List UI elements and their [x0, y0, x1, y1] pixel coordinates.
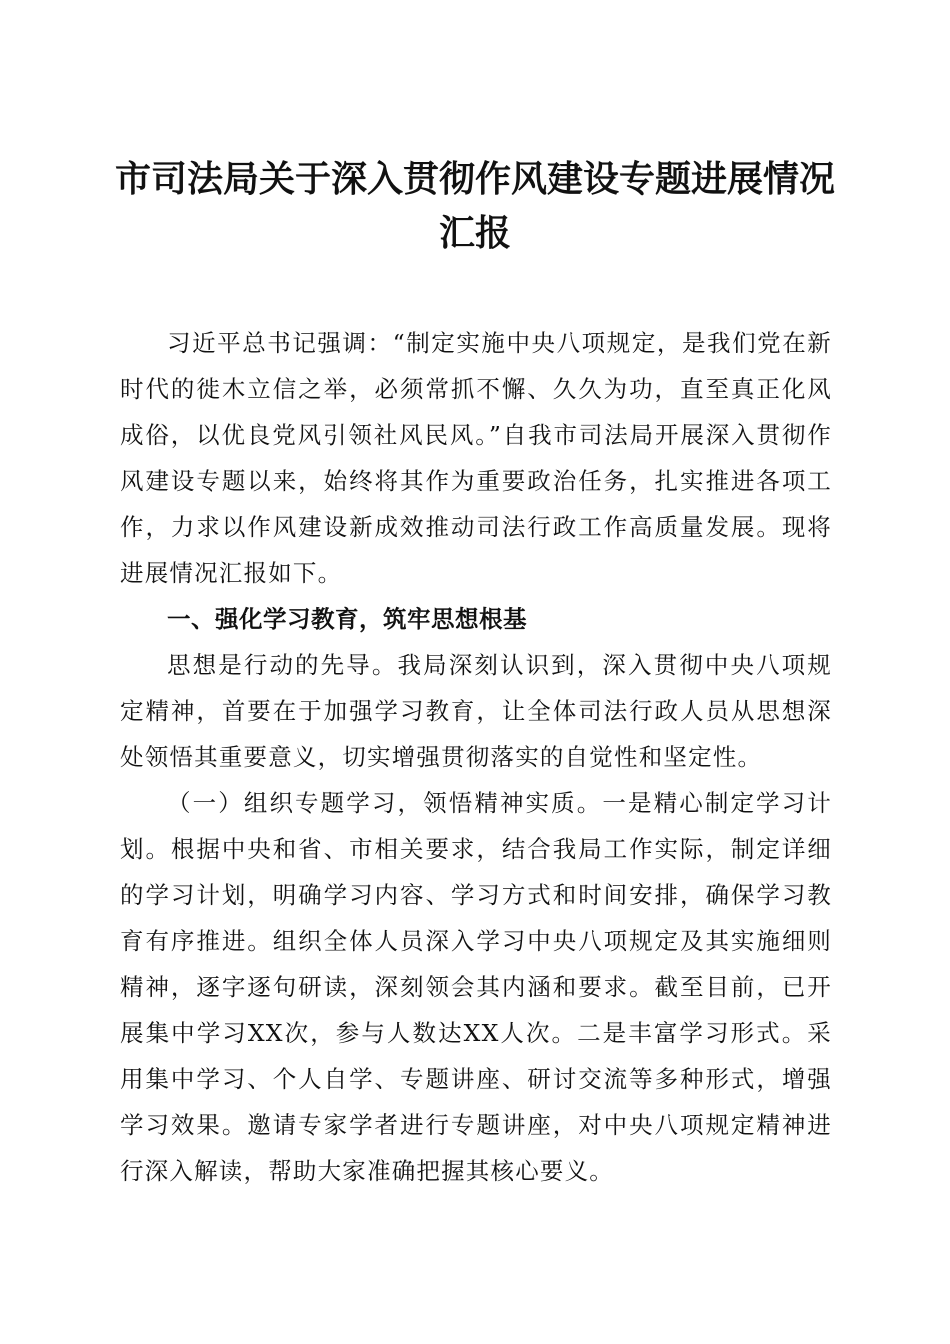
title-line-2: 汇报 [438, 212, 511, 254]
section-1-paragraph: 思想是行动的先导。我局深刻认识到，深入贯彻中央八项规定精神，首要在于加强学习教育，让全体司法行政人员从思想深处领悟其重要意义，切实增强贯彻落实的自觉性和坚定性。 [120, 651, 832, 771]
title-line-1: 市司法局关于深入贯彻作风建设专题进展情况 [114, 158, 835, 200]
document-title [100, 152, 850, 260]
subsection-1-body: 一是精心制定学习计划。根据中央和省、市相关要求，结合我局工作实际，制定详细的学习计划，明确学习内容、学习方式和时间安排，确保学习教育有序推进。组织全体人员深入学习中央八项规定及其实施细则精神，逐字逐句研读，深刻领会其内涵和要求。截至目前，已开展集中学习XX次，参与人数达XX人次。二是丰富学习形式。采用集中学习、个人自学、专题讲座、研讨交流等多种形式，增强学习效果。邀请专家学者进行专题讲座，对中央八项规定精神进行深入解读，帮助大家准确把握其核心要义。 [120, 789, 832, 1185]
document-body [120, 320, 832, 1194]
section-1-heading: 一、强化学习教育，筑牢思想根基 [167, 605, 527, 633]
subsection-1-lead: （一）组织专题学习，领悟精神实质。 [167, 789, 603, 817]
subsection-1-paragraph [120, 780, 832, 1194]
intro-paragraph: 习近平总书记强调：“制定实施中央八项规定，是我们党在新时代的徙木立信之举，必须常抓不懈、久久为功，直至真正化风成俗，以优良党风引领社风民风。”自我市司法局开展深入贯彻作风建设专题以来，始终将其作为重要政治任务，扎实推进各项工作，力求以作风建设新成效推动司法行政工作高质量发展。现将进展情况汇报如下。 [120, 329, 832, 587]
